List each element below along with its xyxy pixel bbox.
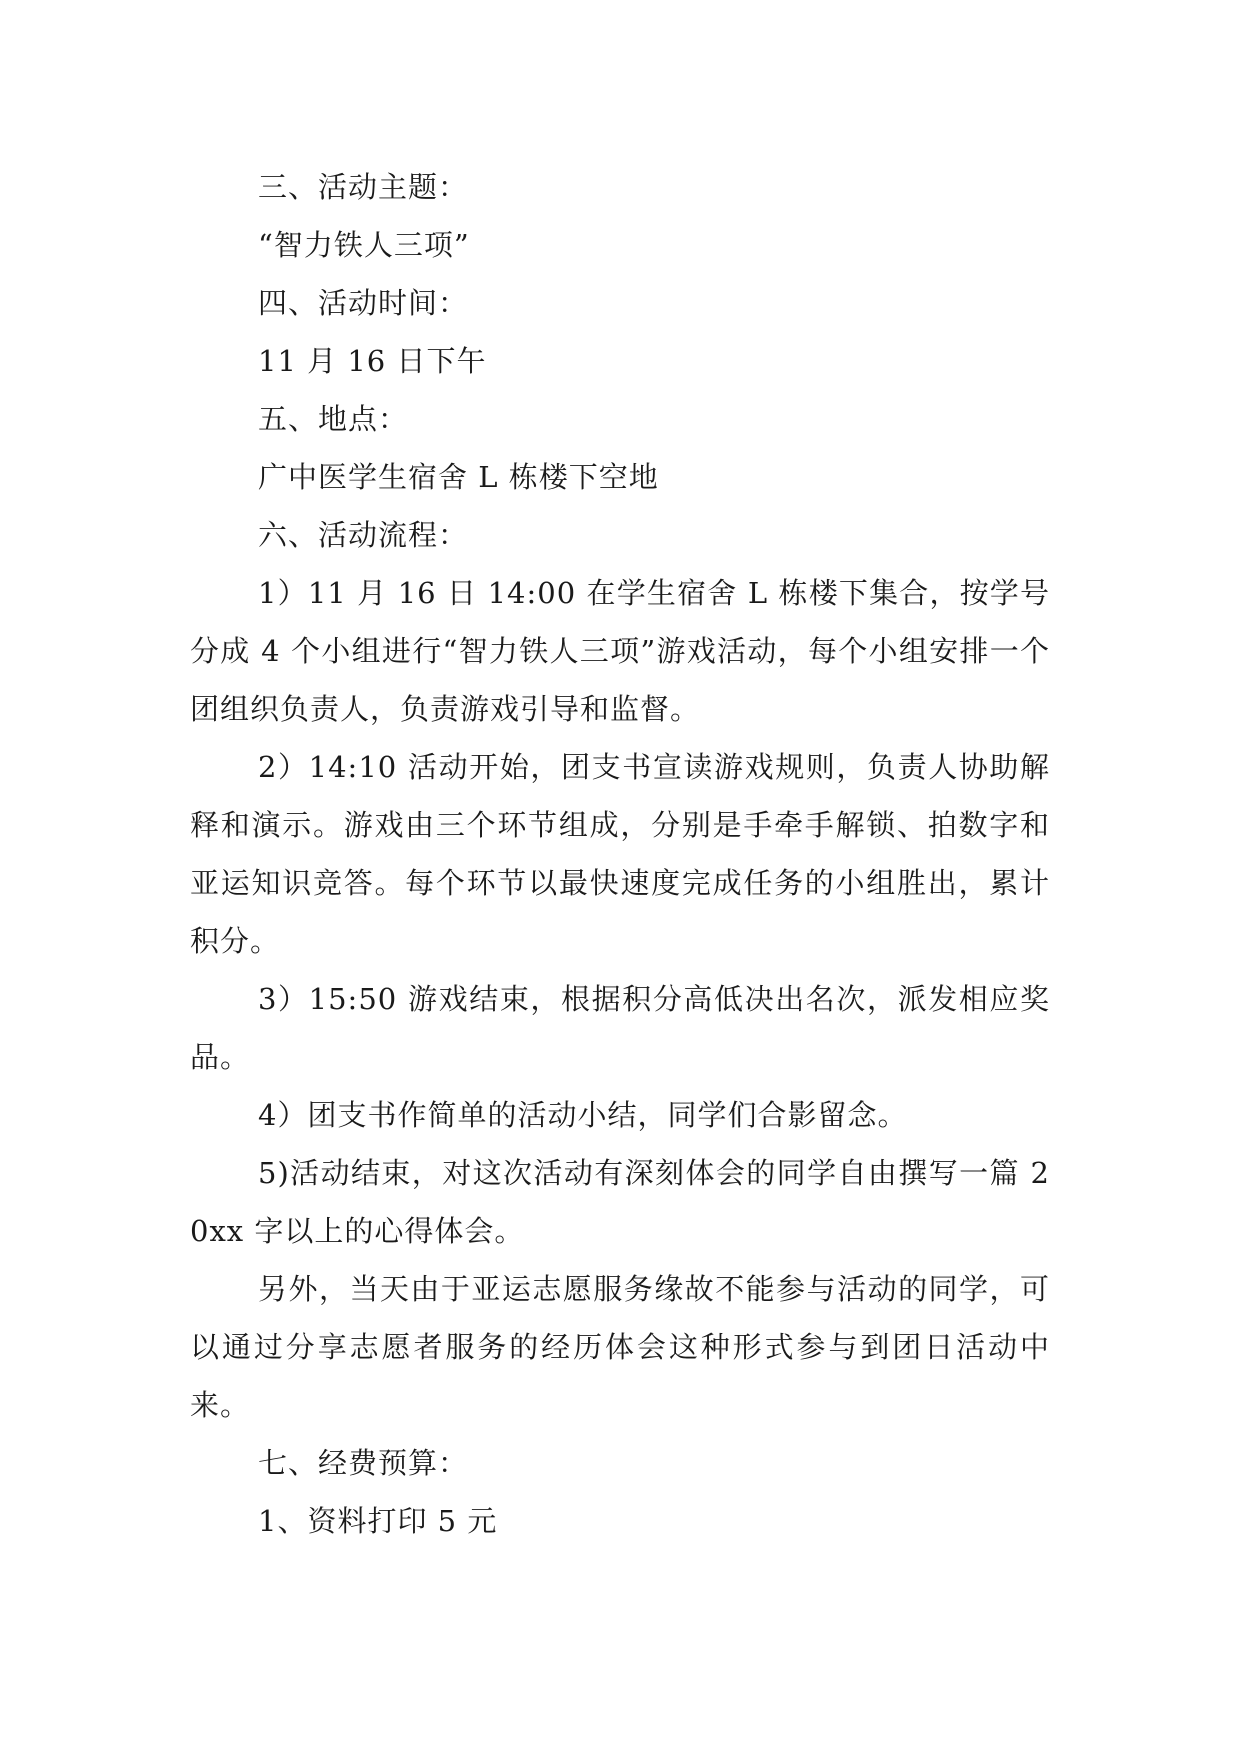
- additional-note: 另外，当天由于亚运志愿服务缘故不能参与活动的同学，可以通过分享志愿者服务的经历体会这种形式参与到团日活动中来。: [190, 1272, 1050, 1422]
- activity-time-text: 11 月 16 日下午: [258, 344, 487, 378]
- heading-activity-time: 四、活动时间：: [258, 286, 469, 320]
- heading-location: 五、地点：: [258, 402, 409, 436]
- process-step-5: 5)活动结束，对这次活动有深刻体会的同学自由撰写一篇 20xx 字以上的心得体会。: [190, 1156, 1050, 1248]
- document-body: [190, 158, 1050, 1550]
- heading-activity-process: 六、活动流程：: [258, 518, 469, 552]
- process-step-1: 1）11 月 16 日 14:00 在学生宿舍 L 栋楼下集合，按学号分成 4 个小组进行“智力铁人三项”游戏活动，每个小组安排一个团组织负责人，负责游戏引导和监督。: [190, 576, 1050, 726]
- heading-budget: 七、经费预算：: [258, 1446, 469, 1480]
- budget-item-1: 1、资料打印 5 元: [258, 1504, 498, 1538]
- process-step-3: 3）15:50 游戏结束，根据积分高低决出名次，派发相应奖品。: [190, 982, 1050, 1074]
- process-step-2: 2）14:10 活动开始，团支书宣读游戏规则，负责人协助解释和演示。游戏由三个环节组成，分别是手牵手解锁、拍数字和亚运知识竞答。每个环节以最快速度完成任务的小组胜出，累计积分。: [190, 750, 1050, 958]
- heading-activity-theme: 三、活动主题：: [258, 170, 469, 204]
- location-text: 广中医学生宿舍 L 栋楼下空地: [258, 460, 659, 494]
- process-step-4: 4）团支书作简单的活动小结，同学们合影留念。: [258, 1098, 908, 1132]
- activity-theme-text: “智力铁人三项”: [258, 228, 470, 262]
